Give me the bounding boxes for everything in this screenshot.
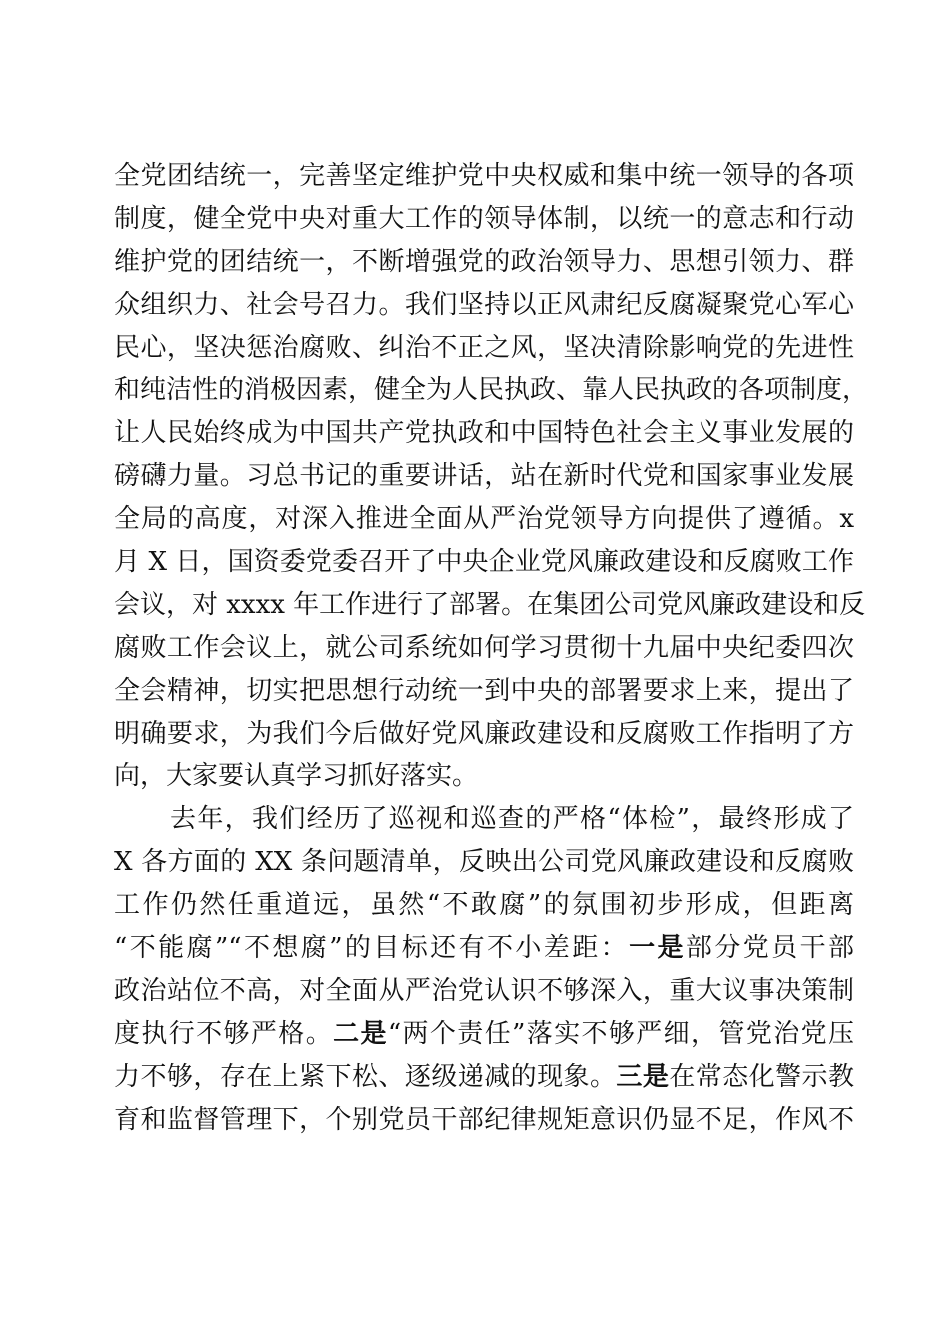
paragraph-2-line-6-text-a: 度执行不够严格。 — [114, 1018, 334, 1049]
paragraph-2-line-7 — [114, 1056, 854, 1099]
paragraph-1-line-12: 腐败工作会议上，就公司系统如何学习贯彻十九届中央纪委四次 — [114, 632, 854, 663]
paragraph-2-line-7-text-b: 在常态化警示教 — [669, 1061, 854, 1092]
paragraph-1-line-2: 制度，健全党中央对重大工作的领导体制，以统一的意志和行动 — [114, 203, 854, 234]
paragraph-2-line-4-text-a: “不能腐”“不想腐”的目标还有不小差距： — [114, 933, 630, 964]
paragraph-2-line-4 — [114, 927, 854, 970]
paragraph-2-line-4-text-b: 部分党员干部 — [685, 933, 854, 964]
paragraph-2-line-6-text-b: “两个责任”落实不够严细，管党治党压 — [387, 1018, 854, 1049]
point-three-marker: 三是 — [616, 1061, 670, 1092]
paragraph-2-line-3: 工作仍然任重道远，虽然“不敢腐”的氛围初步形成，但距离 — [114, 890, 854, 921]
paragraph-1-line-9: 全局的高度，对深入推进全面从严治党领导方向提供了遵循。x — [114, 504, 854, 535]
point-one-marker: 一是 — [629, 933, 686, 964]
paragraph-1-line-8: 磅礴力量。习总书记的重要讲话，站在新时代党和国家事业发展 — [114, 461, 854, 492]
paragraph-1-line-7: 让人民始终成为中国共产党执政和中国特色社会主义事业发展的 — [114, 418, 854, 449]
point-two-marker: 二是 — [333, 1018, 388, 1049]
paragraph-1-line-3: 维护党的团结统一，不断增强党的政治领导力、思想引领力、群 — [114, 246, 854, 277]
paragraph-2-line-2: X 各方面的 XX 条问题清单，反映出公司党风廉政建设和反腐败 — [114, 847, 854, 878]
body-text — [114, 155, 869, 1141]
paragraph-1-line-14: 明确要求，为我们今后做好党风廉政建设和反腐败工作指明了方 — [114, 718, 854, 749]
paragraph-2-line-8: 育和监督管理下，个别党员干部纪律规矩意识仍显不足，作风不 — [114, 1104, 854, 1135]
paragraph-2-line-7-text-a: 力不够，存在上紧下松、逐级递减的现象。 — [114, 1061, 617, 1092]
paragraph-1-line-4: 众组织力、社会号召力。我们坚持以正风肃纪反腐凝聚党心军心 — [114, 289, 854, 320]
paragraph-2-line-1: 去年，我们经历了巡视和巡查的严格“体检”，最终形成了 — [170, 804, 854, 835]
paragraph-1-line-15: 向，大家要认真学习抓好落实。 — [114, 761, 479, 792]
paragraph-1-line-6: 和纯洁性的消极因素，健全为人民执政、靠人民执政的各项制度， — [114, 375, 869, 406]
paragraph-1-line-5: 民心，坚决惩治腐败、纠治不正之风，坚决清除影响党的先进性 — [114, 332, 854, 363]
paragraph-2-line-5: 政治站位不高，对全面从严治党认识不够深入，重大议事决策制 — [114, 975, 854, 1006]
paragraph-1-line-1: 全党团结统一，完善坚定维护党中央权威和集中统一领导的各项 — [114, 161, 854, 191]
paragraph-1-line-10: 月 X 日，国资委党委召开了中央企业党风廉政建设和反腐败工作 — [114, 547, 854, 578]
paragraph-2-line-6 — [114, 1013, 854, 1056]
paragraph-1-line-13: 全会精神，切实把思想行动统一到中央的部署要求上来，提出了 — [114, 675, 854, 706]
paragraph-1-line-11: 会议，对 xxxx 年工作进行了部署。在集团公司党风廉政建设和反 — [114, 589, 866, 620]
